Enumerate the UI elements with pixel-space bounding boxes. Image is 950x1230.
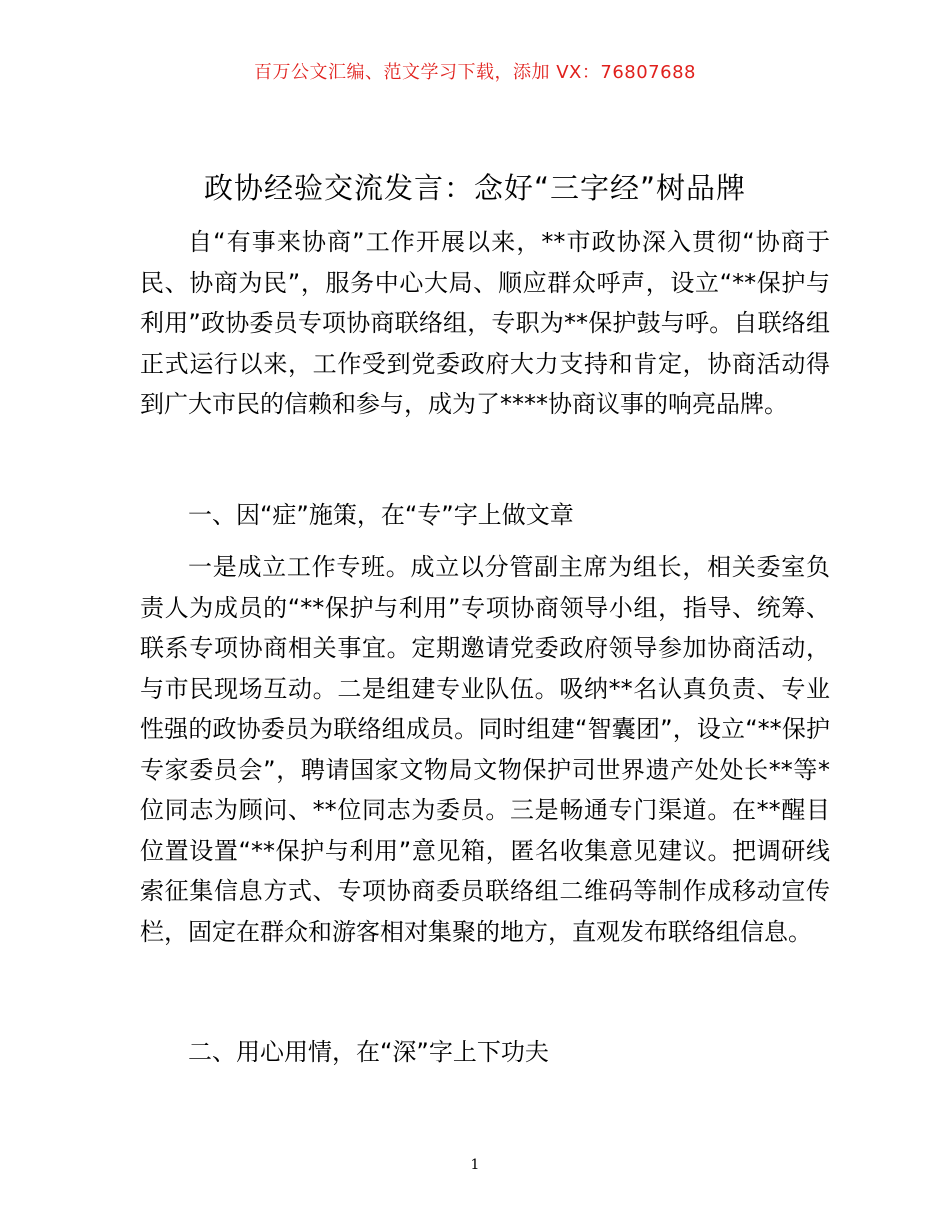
header-promo-note: 百万公文汇编、范文学习下载，添加 VX：76807688: [254, 62, 696, 83]
document-title: 政协经验交流发言：念好“三字经”树品牌: [203, 171, 747, 205]
section-one-heading: 一、因“症”施策，在“专”字上做文章: [188, 501, 574, 529]
intro-paragraph: 自“有事来协商”工作开展以来，**市政协深入贯彻“协商于民、协商为民”，服务中心大局、顺应群众呼声，设立“**保护与利用”政协委员专项协商联络组，专职为**保护鼓与呼。自联络组正式运行以来，工作受到党委政府大力支持和肯定，协商活动得到广大市民的信赖和参与，成为了****协商议事的响亮品牌。: [140, 228, 830, 418]
section-one-paragraph: 一是成立工作专班。成立以分管副主席为组长，相关委室负责人为成员的“**保护与利用”专项协商领导小组，指导、统筹、联系专项协商相关事宜。定期邀请党委政府领导参加协商活动，与市民现场互动。二是组建专业队伍。吸纳**名认真负责、专业性强的政协委员为联络组成员。同时组建“智囊团”，设立“**保护专家委员会”，聘请国家文物局文物保护司世界遗产处处长**等*位同志为顾问、**位同志为委员。三是畅通专门渠道。在**醒目位置设置“**保护与利用”意见箱，匿名收集意见建议。把调研线索征集信息方式、专项协商委员联络组二维码等制作成移动宣传栏，固定在群众和游客相对集聚的地方，直观发布联络组信息。: [140, 553, 830, 946]
page-number: 1: [470, 1157, 480, 1173]
section-two-heading: 二、用心用情，在“深”字上下功夫: [188, 1038, 549, 1066]
